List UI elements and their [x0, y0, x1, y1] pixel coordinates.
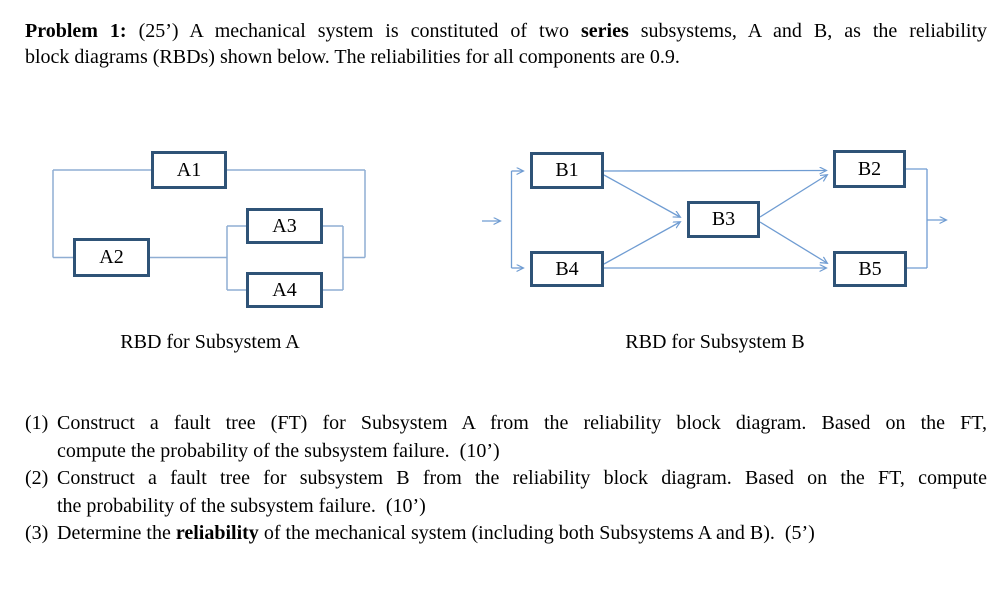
problem-text-segment: subsystems, A and B, as the reliability — [628, 20, 988, 42]
rbd-b-block-b4 — [530, 251, 604, 287]
rbd-a-caption: RBD for Subsystem A — [120, 331, 300, 353]
reliability-bold-word: reliability — [175, 522, 259, 544]
b3-to-b5-arrow — [760, 222, 827, 263]
question-2 — [25, 465, 987, 520]
block-label: A4 — [272, 278, 297, 301]
block-label: A1 — [176, 158, 202, 181]
question-2-line2: the probability of the subsystem failure. (10’) — [57, 494, 426, 517]
questions-list — [25, 410, 987, 548]
question-3 — [25, 520, 987, 548]
block-label: B2 — [857, 157, 882, 180]
rbd-b-block-b2 — [833, 150, 906, 188]
rbd-a-block-a2 — [73, 238, 150, 277]
rbd-b-block-b3 — [687, 201, 760, 238]
rbd-a-block-a4 — [246, 272, 323, 308]
b4-to-b3-arrow — [604, 222, 680, 264]
b1-to-b3-arrow — [604, 175, 680, 217]
rbd-b-caption: RBD for Subsystem B — [625, 331, 805, 353]
question-1-line2: compute the probability of the subsystem failure. (10’) — [57, 439, 500, 462]
block-label: B4 — [555, 257, 579, 280]
question-3-number: (3) — [25, 522, 49, 544]
problem-statement-line2: block diagrams (RBDs) shown below. The reliabilities for all components are 0.9. — [25, 46, 680, 68]
block-label: B5 — [858, 257, 882, 280]
b1-to-b2-arrow — [604, 171, 826, 172]
question-3-segment: Determine the — [57, 522, 176, 544]
rbd-a-block-a1 — [151, 151, 227, 189]
question-2-number: (2) — [25, 467, 49, 489]
block-label: A3 — [272, 214, 297, 237]
block-label: B1 — [555, 159, 579, 181]
series-bold-word: series — [580, 20, 629, 42]
rbd-b-block-b1 — [530, 152, 604, 189]
block-label: A2 — [99, 246, 124, 268]
question-3-line1 — [57, 520, 987, 548]
question-1-line1: Construct a fault tree (FT) for Subsystem A from the reliability block diagram. Based on the FT, — [57, 412, 987, 434]
question-2-line1: Construct a fault tree for subsystem B from the reliability block diagram. Based on the FT, compute — [57, 467, 987, 489]
question-1-number: (1) — [25, 412, 49, 434]
question-3-segment: of the mechanical system (including both Subsystems A and B). (5’) — [258, 522, 815, 544]
problem-text-segment: (25’) A mechanical system is constituted of two — [126, 20, 581, 42]
rbd-b-block-b5 — [833, 251, 907, 287]
block-label: B3 — [711, 208, 736, 230]
problem-number-label: Problem 1: — [25, 20, 127, 42]
rbd-a-block-a3 — [246, 208, 323, 244]
question-1 — [25, 410, 987, 465]
b3-to-b2-arrow — [760, 175, 827, 217]
